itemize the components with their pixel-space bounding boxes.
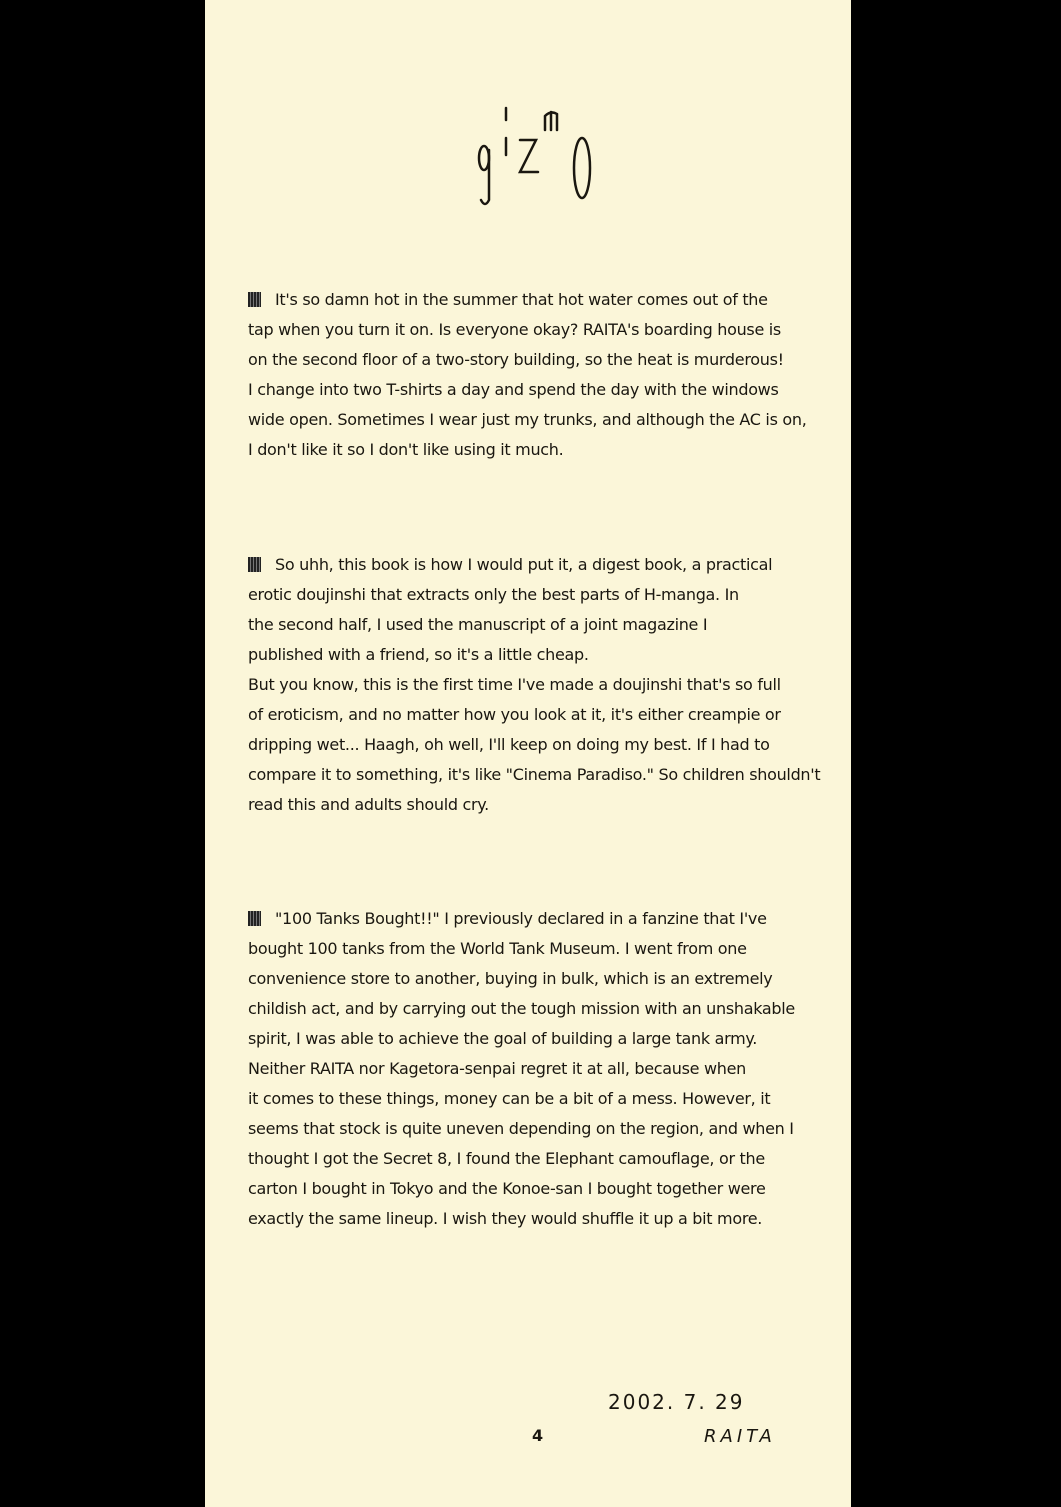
text-line: [248, 790, 828, 820]
text-line: [248, 435, 828, 465]
paragraph-marker-icon: [248, 557, 261, 572]
line-text: carton I bought in Tokyo and the Konoe-san I bought together were: [248, 1179, 766, 1198]
text-line: [248, 1144, 828, 1174]
text-line: [248, 1084, 828, 1114]
line-text: the second half, I used the manuscript of a joint magazine I: [248, 615, 708, 634]
text-line: [248, 1204, 828, 1234]
text-line: [248, 760, 828, 790]
text-line: [248, 315, 828, 345]
paragraph-marker-icon: [248, 292, 261, 307]
author-signature: RAITA: [704, 1426, 776, 1447]
paragraph-marker-icon: [248, 911, 261, 926]
text-line: [248, 580, 828, 610]
text-line: [248, 700, 828, 730]
line-text: exactly the same lineup. I wish they would shuffle it up a bit more.: [248, 1209, 763, 1228]
line-text: thought I got the Secret 8, I found the Elephant camouflage, or the: [248, 1149, 765, 1168]
text-line: [248, 1174, 828, 1204]
text-line: [248, 1114, 828, 1144]
text-line: [248, 405, 828, 435]
line-text: published with a friend, so it's a little cheap.: [248, 645, 589, 664]
text-line: [248, 670, 828, 700]
line-text: wide open. Sometimes I wear just my trunks, and although the AC is on,: [248, 410, 807, 429]
text-line: [248, 964, 828, 994]
text-line: [248, 904, 828, 934]
line-text: I change into two T-shirts a day and spend the day with the windows: [248, 380, 779, 399]
line-text: convenience store to another, buying in bulk, which is an extremely: [248, 969, 773, 988]
line-text: of eroticism, and no matter how you look at it, it's either creampie or: [248, 705, 781, 724]
line-text: It's so damn hot in the summer that hot water comes out of the: [275, 290, 768, 309]
line-text: erotic doujinshi that extracts only the best parts of H-manga. In: [248, 585, 739, 604]
line-text: bought 100 tanks from the World Tank Museum. I went from one: [248, 939, 747, 958]
line-text: compare it to something, it's like "Cinema Paradiso." So children shouldn't: [248, 765, 821, 784]
line-text: seems that stock is quite uneven depending on the region, and when I: [248, 1119, 794, 1138]
line-text: So uhh, this book is how I would put it, a digest book, a practical: [275, 555, 773, 574]
text-line: [248, 1054, 828, 1084]
text-line: [248, 285, 828, 315]
text-line: [248, 934, 828, 964]
line-text: But you know, this is the first time I've made a doujinshi that's so full: [248, 675, 781, 694]
line-text: dripping wet... Haagh, oh well, I'll keep on doing my best. If I had to: [248, 735, 770, 754]
line-text: it comes to these things, money can be a bit of a mess. However, it: [248, 1089, 771, 1108]
line-text: tap when you turn it on. Is everyone okay? RAITA's boarding house is: [248, 320, 781, 339]
paragraph-3: [248, 904, 828, 1234]
text-line: [248, 994, 828, 1024]
paragraph-2: [248, 550, 828, 820]
line-text: spirit, I was able to achieve the goal of building a large tank army.: [248, 1029, 758, 1048]
page-number: 4: [532, 1426, 544, 1445]
text-line: [248, 345, 828, 375]
text-line: [248, 1024, 828, 1054]
text-line: [248, 640, 828, 670]
text-line: [248, 375, 828, 405]
line-text: Neither RAITA nor Kagetora-senpai regret it at all, because when: [248, 1059, 747, 1078]
line-text: I don't like it so I don't like using it much.: [248, 440, 564, 459]
line-text: read this and adults should cry.: [248, 795, 489, 814]
text-line: [248, 730, 828, 760]
line-text: "100 Tanks Bought!!" I previously declared in a fanzine that I've: [275, 909, 767, 928]
gizmo-title-logo: [470, 100, 600, 210]
paragraph-1: [248, 285, 828, 465]
line-text: childish act, and by carrying out the tough mission with an unshakable: [248, 999, 795, 1018]
date: 2002. 7. 29: [608, 1390, 745, 1414]
text-line: [248, 550, 828, 580]
text-line: [248, 610, 828, 640]
line-text: on the second floor of a two-story building, so the heat is murderous!: [248, 350, 784, 369]
